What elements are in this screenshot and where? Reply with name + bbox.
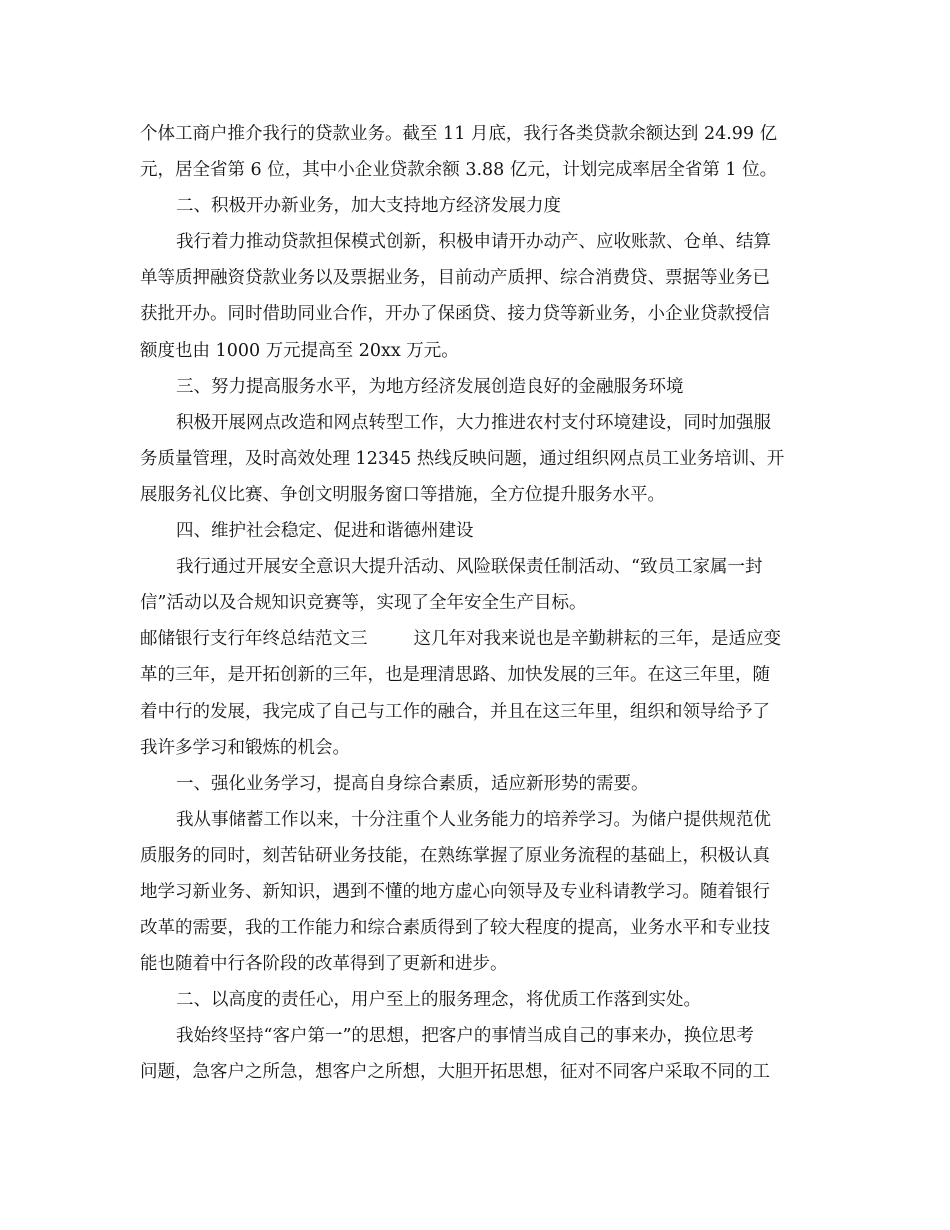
text-line: 革的三年，是开拓创新的三年，也是理清思路、加快发展的三年。在这三年里，随 — [140, 665, 770, 686]
text-line: 能也随着中行各阶段的改革得到了更新和进步。 — [140, 954, 508, 975]
document-body — [140, 119, 820, 1094]
text-line: 问题，急客户之所急，想客户之所想，大胆开拓思想，征对不同客户采取不同的工 — [140, 1062, 770, 1083]
section-heading: 三、努力提高服务水平，为地方经济发展创造良好的金融服务环境 — [176, 376, 684, 397]
section-heading: 四、维护社会稳定、促进和谐德州建设 — [176, 521, 474, 542]
text-line: 我许多学习和锻炼的机会。 — [140, 737, 350, 758]
text-line: 质服务的同时，刻苦钻研业务技能，在熟练掌握了原业务流程的基础上，积极认真 — [140, 845, 770, 866]
text-line-body: 这几年对我来说也是辛勤耕耘的三年，是适应变 — [413, 629, 781, 650]
document-title: 邮储银行支行年终总结范文三 — [140, 629, 368, 650]
text-line: 地学习新业务、新知识，遇到不懂的地方虚心向领导及专业科请教学习。随着银行 — [140, 881, 770, 902]
text-line: 我从事储蓄工作以来，十分注重个人业务能力的培养学习。为储户提供规范优 — [176, 809, 771, 830]
text-line: 个体工商户推介我行的贷款业务。截至 11 月底，我行各类贷款余额达到 24.99 亿 — [140, 124, 778, 144]
text-line: 获批开办。同时借助同业合作，开办了保函贷、接力贷等新业务，小企业贷款授信 — [140, 304, 770, 325]
text-line: 元，居全省第 6 位，其中小企业贷款余额 3.88 亿元，计划完成率居全省第 1 位。 — [140, 160, 778, 181]
text-line: 信”活动以及合规知识竞赛等，实现了全年安全生产目标。 — [140, 593, 587, 614]
text-line: 我行着力推动贷款担保模式创新，积极申请开办动产、应收账款、仓单、结算 — [176, 232, 771, 253]
text-line: 积极开展网点改造和网点转型工作，大力推进农村支付环境建设，同时加强服 — [176, 412, 771, 433]
section-heading: 二、以高度的责任心，用户至上的服务理念，将优质工作落到实处。 — [176, 990, 701, 1011]
text-line: 额度也由 1000 万元提高至 20xx 万元。 — [140, 340, 459, 361]
text-line: 改革的需要，我的工作能力和综合素质得到了较大程度的提高，业务水平和专业技 — [140, 918, 770, 939]
text-line: 我始终坚持“客户第一”的思想，把客户的事情当成自己的事来办，换位思考 — [176, 1026, 754, 1047]
text-line: 单等质押融资贷款业务以及票据业务，目前动产质押、综合消费贷、票据等业务已 — [140, 268, 770, 289]
section-heading: 一、强化业务学习，提高自身综合素质，适应新形势的需要。 — [176, 773, 649, 794]
text-line: 我行通过开展安全意识大提升活动、风险联保责任制活动、“致员工家属一封 — [176, 557, 763, 578]
text-line-with-title — [140, 624, 820, 660]
section-heading: 二、积极开办新业务，加大支持地方经济发展力度 — [176, 196, 561, 217]
text-line: 着中行的发展，我完成了自己与工作的融合，并且在这三年里，组织和领导给予了 — [140, 701, 770, 722]
text-line: 务质量管理，及时高效处理 12345 热线反映问题，通过组织网点员工业务培训、开 — [140, 448, 785, 469]
text-line: 展服务礼仪比赛、争创文明服务窗口等措施，全方位提升服务水平。 — [140, 484, 665, 505]
